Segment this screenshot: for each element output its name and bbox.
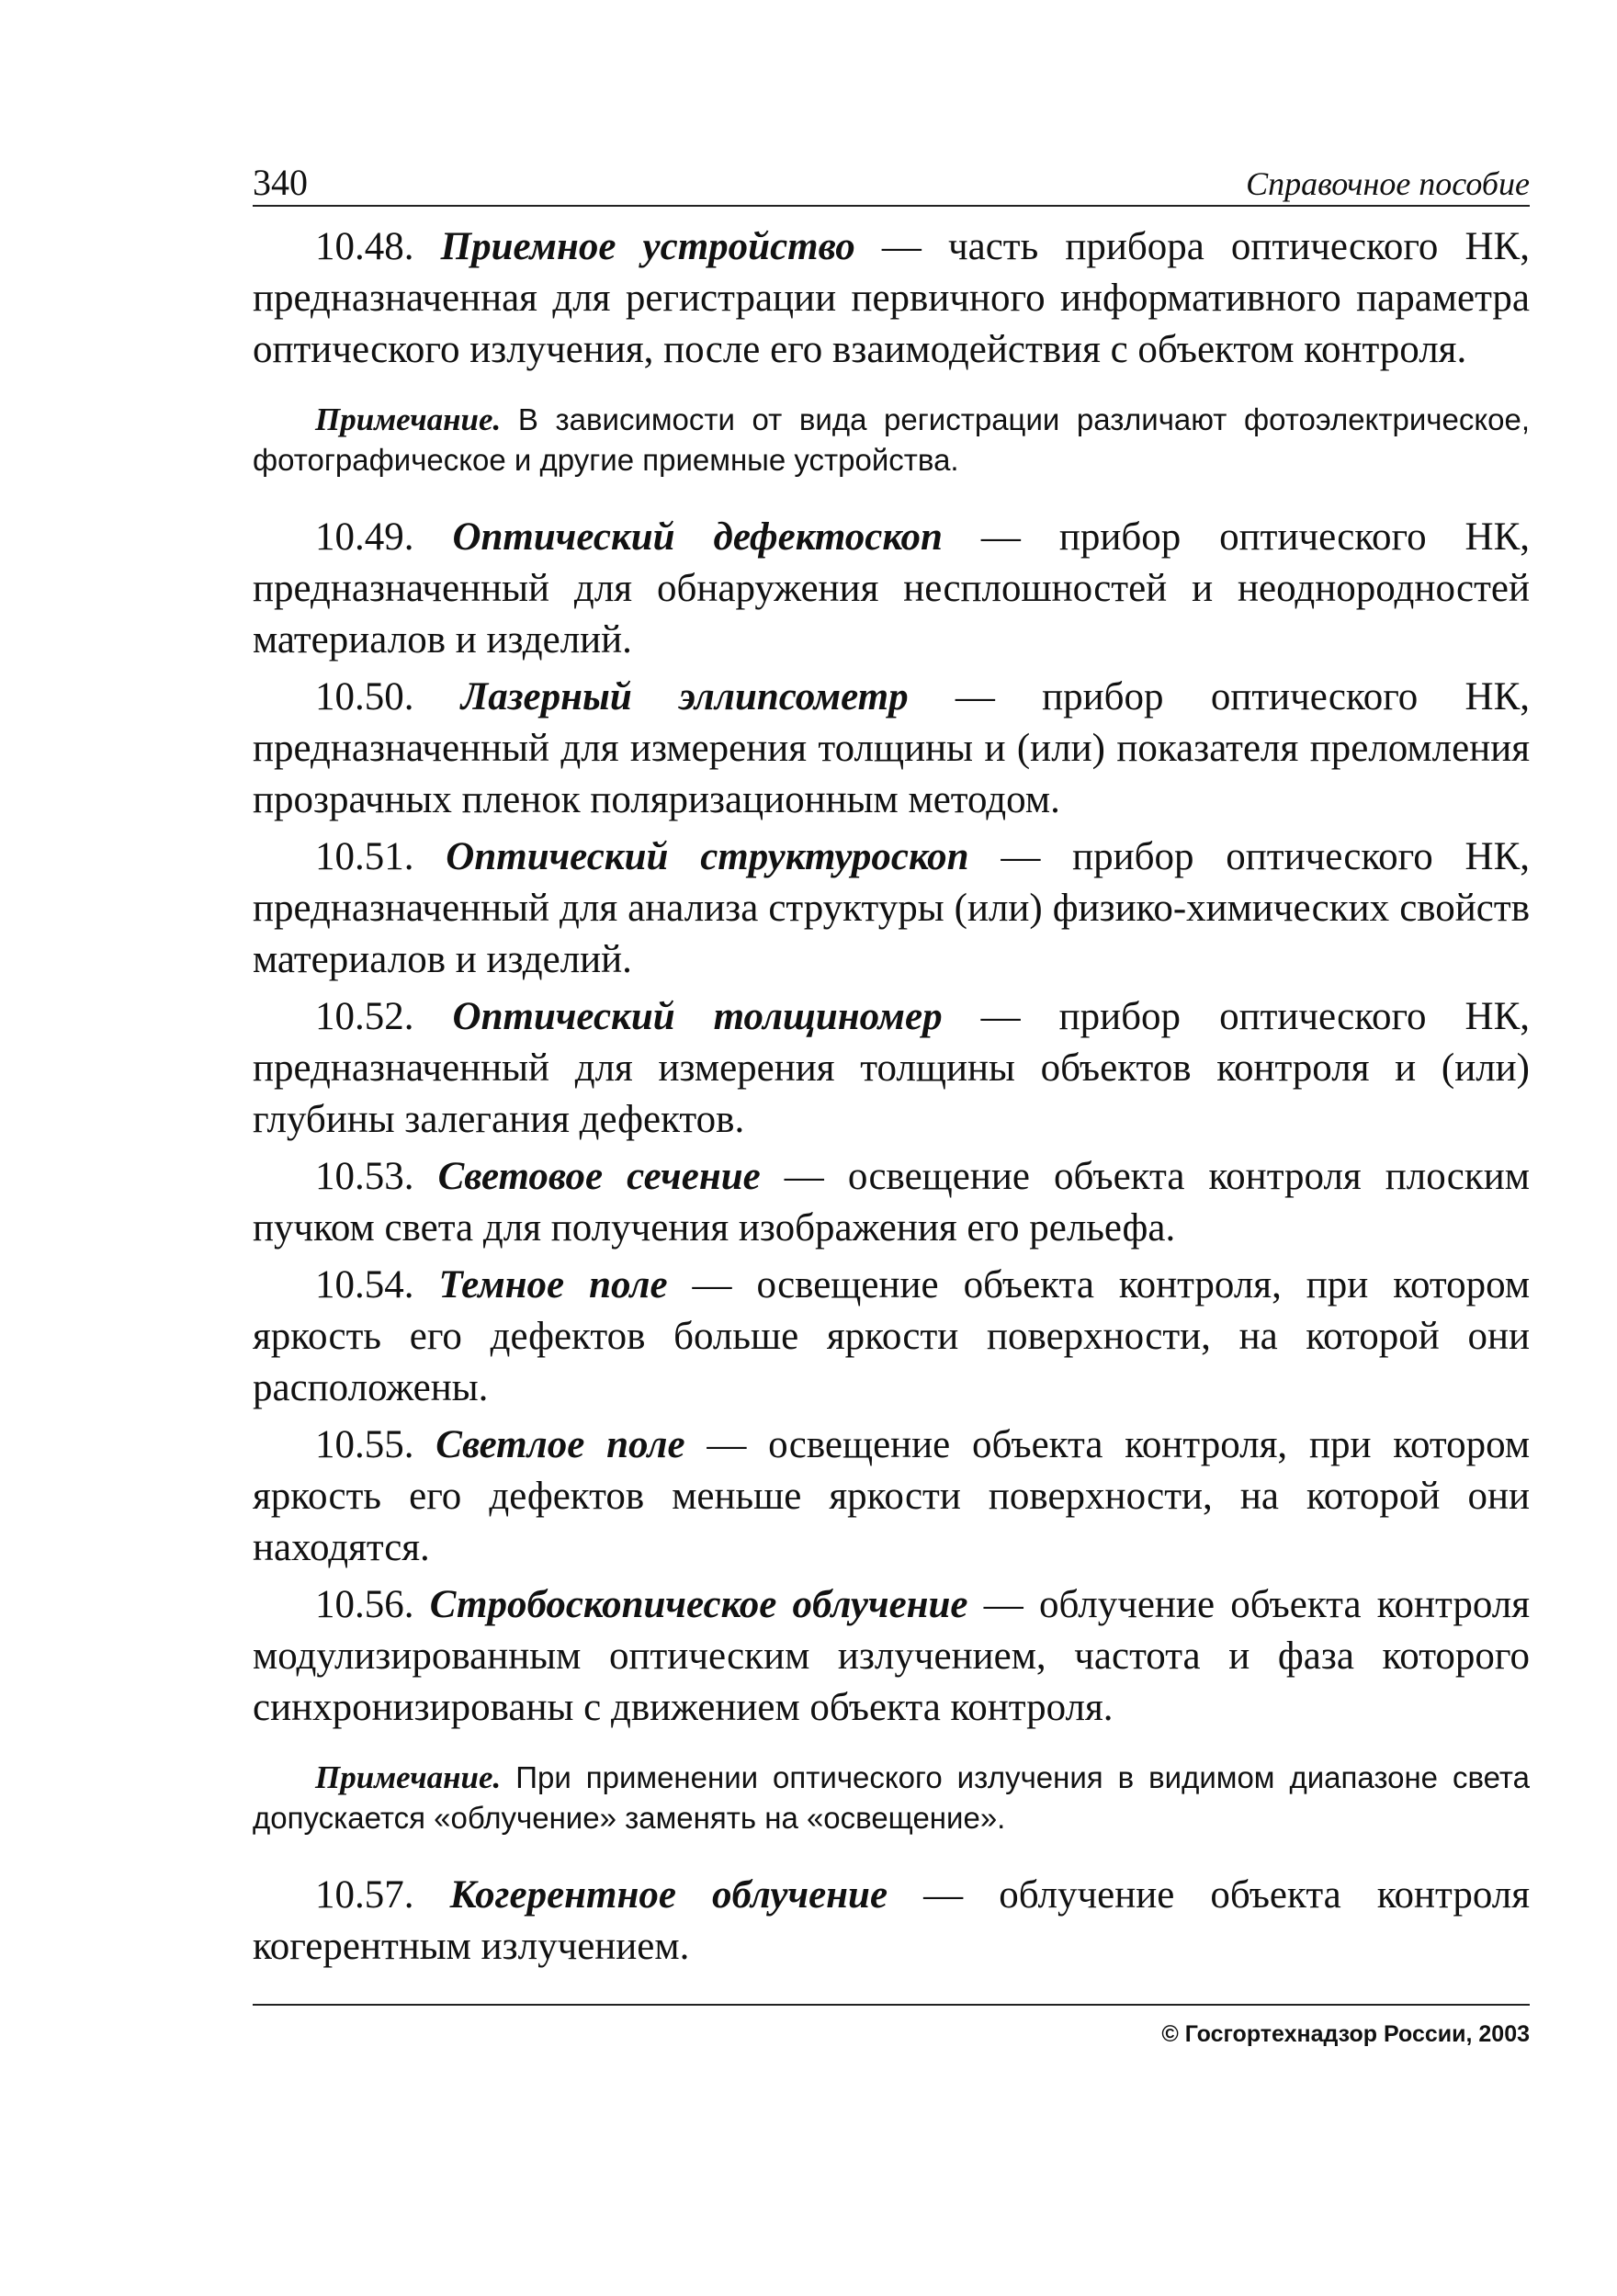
- entry-dash: —: [983, 1583, 1023, 1626]
- note-text: При применении оптического излучения в видимом диапазоне света допускается «облучение» заменять на «освещение».: [253, 1760, 1531, 1835]
- entry-term: Оптический дефектоскоп: [452, 515, 943, 559]
- entry-term: Темное поле: [438, 1263, 668, 1306]
- entry-dash: —: [980, 995, 1021, 1038]
- entry-term: Когерентное облучение: [449, 1873, 888, 1917]
- entry-10-53: [253, 1151, 1530, 1254]
- entry-dash: —: [692, 1263, 732, 1306]
- note-label: Примечание.: [315, 1759, 502, 1795]
- entry-term: Светлое поле: [435, 1423, 685, 1466]
- note-text: В зависимости от вида регистрации различают фотоэлектрическое, фотографическое и другие приемные устройства.: [253, 402, 1530, 477]
- page-header: [253, 161, 1530, 207]
- entry-term: Оптический структуроскоп: [446, 835, 969, 878]
- entry-dash: —: [923, 1873, 964, 1917]
- entry-dash: —: [784, 1155, 824, 1198]
- entry-number: 10.55.: [315, 1423, 414, 1466]
- entry-definition: освещение объекта контроля, при котором яркость его дефектов меньше яркости поверхности, на которой они находятся.: [253, 1423, 1531, 1569]
- entry-term: Оптический толщиномер: [452, 995, 943, 1038]
- entry-number: 10.57.: [315, 1873, 414, 1917]
- page-number: 340: [253, 162, 308, 203]
- entry-definition: облучение объекта контроля модулизированным оптическим излучением, частота и фаза которого синхронизированы с движением объекта контроля.: [253, 1583, 1530, 1729]
- entry-definition: облучение объекта контроля когерентным излучением.: [253, 1873, 1531, 1968]
- entry-number: 10.48.: [315, 225, 414, 268]
- entry-definition: часть прибора оптического НК, предназначенная для регистрации первичного информативного параметра оптического излучения, после его взаимодействия с объектом контроля.: [253, 225, 1530, 371]
- entry-number: 10.53.: [315, 1155, 414, 1198]
- entry-10-57: [253, 1870, 1530, 1973]
- document-page: [253, 161, 1530, 1978]
- entry-term: Лазерный эллипсометр: [460, 675, 909, 718]
- entry-definition: прибор оптического НК, предназначенный для обнаружения несплошностей и неоднородностей материалов и изделий.: [253, 515, 1531, 662]
- entry-10-54: [253, 1260, 1530, 1414]
- entry-definition: прибор оптического НК, предназначенный для измерения толщины объектов контроля и (или) глубины залегания дефектов.: [253, 995, 1531, 1141]
- entry-10-52: [253, 991, 1530, 1146]
- entry-term: Стробоскопическое облучение: [429, 1583, 968, 1626]
- note-label: Примечание.: [315, 402, 502, 437]
- entry-number: 10.49.: [315, 515, 414, 559]
- page-footer: [253, 2004, 1530, 2061]
- entry-term: Приемное устройство: [440, 225, 855, 268]
- entry-number: 10.56.: [315, 1583, 414, 1626]
- page-content: [253, 221, 1530, 1973]
- entry-dash: —: [980, 515, 1021, 559]
- entry-10-50: [253, 672, 1530, 826]
- note-1: [253, 400, 1530, 481]
- copyright-notice: © Госгортехнадзор России, 2003: [1161, 2021, 1530, 2047]
- entry-10-55: [253, 1419, 1530, 1574]
- entry-definition: прибор оптического НК, предназначенный для анализа структуры (или) физико-химических свойств материалов и изделий.: [253, 835, 1530, 981]
- entry-10-49: [253, 512, 1530, 666]
- entry-10-56: [253, 1579, 1530, 1734]
- entry-number: 10.50.: [315, 675, 414, 718]
- entry-dash: —: [881, 225, 922, 268]
- running-title: Справочное пособие: [1246, 165, 1530, 202]
- entry-10-51: [253, 831, 1530, 986]
- entry-number: 10.51.: [315, 835, 414, 878]
- entry-dash: —: [1001, 835, 1041, 878]
- entry-definition: освещение объекта контроля, при котором яркость его дефектов больше яркости поверхности, на которой они расположены.: [253, 1263, 1531, 1409]
- entry-number: 10.54.: [315, 1263, 414, 1306]
- entry-dash: —: [955, 675, 995, 718]
- note-2: [253, 1758, 1530, 1838]
- entry-10-48: [253, 221, 1530, 376]
- entry-definition: освещение объекта контроля плоским пучком света для получения изображения его рельефа.: [253, 1155, 1530, 1250]
- entry-term: Световое сечение: [437, 1155, 761, 1198]
- entry-dash: —: [707, 1423, 747, 1466]
- entry-number: 10.52.: [315, 995, 414, 1038]
- entry-definition: прибор оптического НК, предназначенный для измерения толщины и (или) показателя преломления прозрачных пленок поляризационным методом.: [253, 675, 1531, 821]
